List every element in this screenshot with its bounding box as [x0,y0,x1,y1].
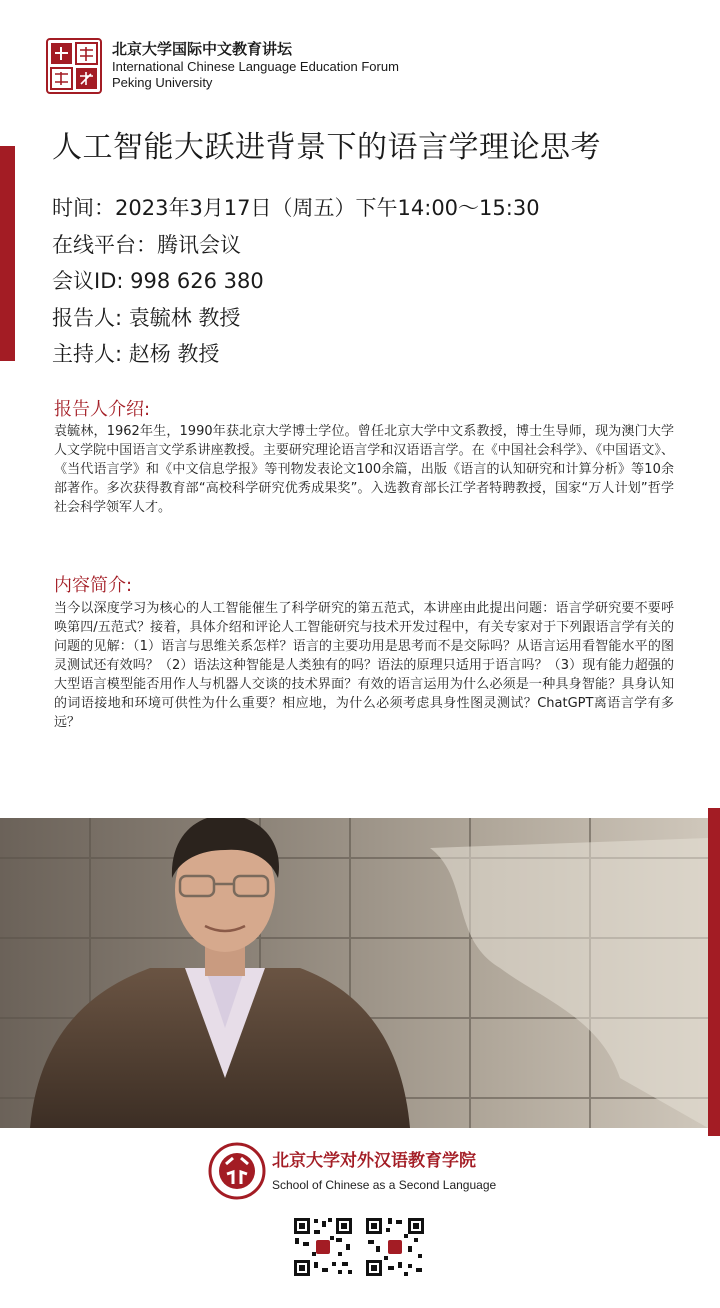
event-speaker: 报告人: 袁毓林 教授 [52,305,241,330]
forum-seal-icon [46,38,102,94]
content-intro-text: 当今以深度学习为核心的人工智能催生了科学研究的第五范式，本讲座由此提出问题：语言学研究要不要呼唤第四/五范式？接着，具体介绍和评论人工智能研究与技术开发过程中，有关专家对于下列跟语言学有关的问题的见解：（1）语言与思维关系怎样？语言的主要功用是思考而不是交际吗？从语言运用看智能水平的图灵测试还有效吗？（2）语法这种智能是人类独有的吗？语法的原理只适用于语言吗？（3）现有能力超强的大型语言模型能否用作人与机器人交谈的技术界面？有效的语言运用为什么必须是一种具身智能？具身认知的词语接地和环境可供性为什么重要？相应地，为什么必须考虑具身性图灵测试？ChatGPT离语言学有多远？ [54,601,674,730]
meeting-id: 会议ID: 998 626 380 [52,269,264,293]
event-info [52,190,540,373]
lecture-title: 人工智能大跃进背景下的语言学理论思考 [52,130,601,165]
speaker-photo [0,818,708,1128]
forum-title-en: International Chinese Language Education Forum [112,59,399,74]
school-name-en: School of Chinese as a Second Language [272,1178,497,1192]
left-accent-bar [0,146,15,361]
speaker-intro-heading: 报告人介绍: [54,399,151,420]
school-name-cn: 北京大学对外汉语教育学院 [272,1151,476,1171]
forum-title-cn: 北京大学国际中文教育讲坛 [112,40,293,58]
pku-seal-icon [208,1142,266,1200]
forum-university-en: Peking University [112,75,213,90]
speaker-portrait-image [0,818,708,1128]
content-intro-heading: 内容简介: [54,575,133,596]
right-accent-bar [708,808,720,1136]
qr-code-icon [292,1216,354,1278]
event-time: 时间：2023年3月17日（周五）下午14:00～15:30 [52,196,540,220]
event-host: 主持人: 赵杨 教授 [52,342,220,366]
qr-code-icon [364,1216,426,1278]
event-platform: 在线平台：腾讯会议 [52,232,241,257]
speaker-intro-text: 袁毓林，1962年生，1990年获北京大学博士学位。曾任北京大学中文系教授，博士生导师，现为澳门大学人文学院中国语言文学系讲座教授。主要研究理论语言学和汉语语言学。在《中国社会科学》、《中国语文》、《当代语言学》和《中文信息学报》等刊物发表论文100余篇，出版《语言的认知研究和计算分析》等10余部著作。多次获得教育部“高校科学研究优秀成果奖”。入选教育部长江学者特聘教授，国家“万人计划”哲学社会科学领军人才。 [54,424,674,515]
